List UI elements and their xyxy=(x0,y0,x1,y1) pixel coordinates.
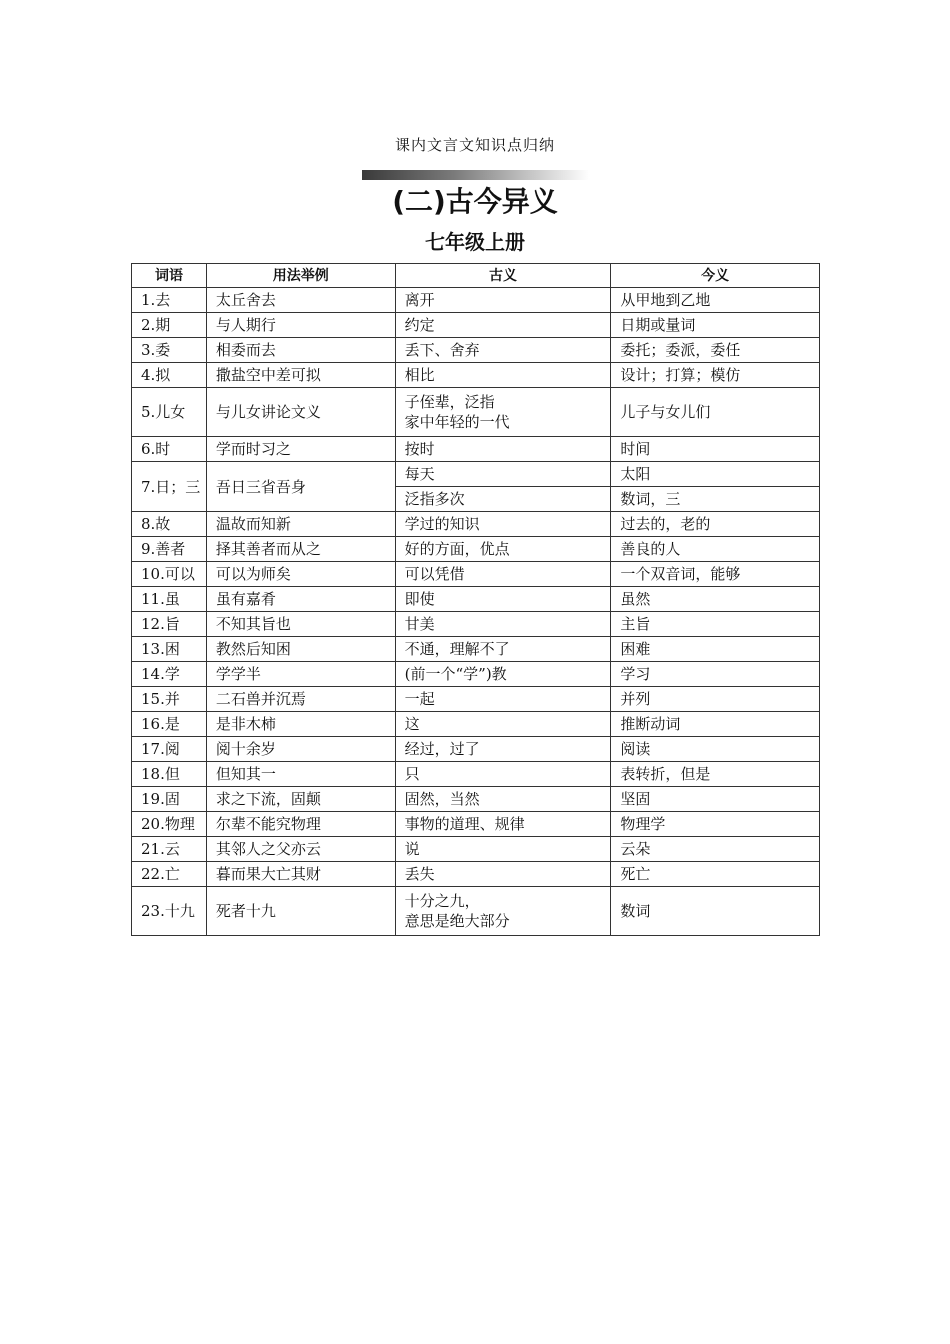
cell-ancient: 不通，理解不了 xyxy=(395,637,611,662)
cell-modern: 云朵 xyxy=(611,837,820,862)
cell-word: 2.期 xyxy=(132,313,207,338)
cell-modern: 委托；委派，委任 xyxy=(611,338,820,363)
cell-ancient: 事物的道理、规律 xyxy=(395,812,611,837)
cell-modern: 善良的人 xyxy=(611,537,820,562)
cell-ancient: (前一个“学”)教 xyxy=(395,662,611,687)
column-header-ancient: 古义 xyxy=(395,264,611,288)
table-row xyxy=(132,612,820,637)
cell-example: 相委而去 xyxy=(206,338,395,363)
cell-ancient: 丢下、舍弃 xyxy=(395,338,611,363)
table-body xyxy=(132,288,820,936)
cell-ancient xyxy=(395,887,611,936)
cell-example: 虽有嘉肴 xyxy=(206,587,395,612)
cell-modern: 时间 xyxy=(611,437,820,462)
cell-modern: 设计；打算；模仿 xyxy=(611,363,820,388)
cell-ancient: 离开 xyxy=(395,288,611,313)
cell-word: 8.故 xyxy=(132,512,207,537)
cell-modern: 数词，三 xyxy=(611,487,820,512)
cell-word: 6.时 xyxy=(132,437,207,462)
cell-example: 太丘舍去 xyxy=(206,288,395,313)
document-header: 课内文言文知识点归纳 xyxy=(394,136,555,154)
table-row xyxy=(132,812,820,837)
cell-ancient: 可以凭借 xyxy=(395,562,611,587)
cell-word: 1.去 xyxy=(132,288,207,313)
cell-modern: 推断动词 xyxy=(611,712,820,737)
cell-ancient xyxy=(395,388,611,437)
cell-example: 可以为师矣 xyxy=(206,562,395,587)
cell-modern: 从甲地到乙地 xyxy=(611,288,820,313)
cell-example: 吾日三省吾身 xyxy=(206,462,395,512)
cell-example: 暮而果大亡其财 xyxy=(206,862,395,887)
vocabulary-table xyxy=(131,263,820,936)
column-header-example: 用法举例 xyxy=(206,264,395,288)
cell-word: 23.十九 xyxy=(132,887,207,936)
cell-ancient: 经过，过了 xyxy=(395,737,611,762)
cell-word: 20.物理 xyxy=(132,812,207,837)
cell-modern: 表转折，但是 xyxy=(611,762,820,787)
cell-modern: 数词 xyxy=(611,887,820,936)
cell-ancient: 一起 xyxy=(395,687,611,712)
cell-ancient: 学过的知识 xyxy=(395,512,611,537)
cell-ancient: 相比 xyxy=(395,363,611,388)
cell-word: 16.是 xyxy=(132,712,207,737)
table-row xyxy=(132,787,820,812)
cell-word: 14.学 xyxy=(132,662,207,687)
cell-example: 阅十余岁 xyxy=(206,737,395,762)
cell-modern: 日期或量词 xyxy=(611,313,820,338)
decorative-gradient-bar xyxy=(362,170,590,180)
cell-word: 15.并 xyxy=(132,687,207,712)
cell-ancient: 固然，当然 xyxy=(395,787,611,812)
table-row xyxy=(132,762,820,787)
cell-example: 温故而知新 xyxy=(206,512,395,537)
table-row xyxy=(132,712,820,737)
cell-modern: 学习 xyxy=(611,662,820,687)
cell-example: 与人期行 xyxy=(206,313,395,338)
cell-modern: 儿子与女儿们 xyxy=(611,388,820,437)
table-row xyxy=(132,662,820,687)
cell-ancient: 只 xyxy=(395,762,611,787)
cell-modern: 坚固 xyxy=(611,787,820,812)
cell-modern: 一个双音词，能够 xyxy=(611,562,820,587)
table-header-row xyxy=(132,264,820,288)
cell-ancient: 甘美 xyxy=(395,612,611,637)
table-row xyxy=(132,512,820,537)
cell-word: 3.委 xyxy=(132,338,207,363)
table-row xyxy=(132,288,820,313)
cell-modern: 死亡 xyxy=(611,862,820,887)
cell-modern: 阅读 xyxy=(611,737,820,762)
table-row xyxy=(132,437,820,462)
cell-example: 是非木柿 xyxy=(206,712,395,737)
cell-example: 撒盐空中差可拟 xyxy=(206,363,395,388)
cell-example: 学而时习之 xyxy=(206,437,395,462)
cell-word: 19.固 xyxy=(132,787,207,812)
cell-modern: 困难 xyxy=(611,637,820,662)
column-header-word: 词语 xyxy=(132,264,207,288)
table-row xyxy=(132,338,820,363)
table-row xyxy=(132,687,820,712)
cell-example: 不知其旨也 xyxy=(206,612,395,637)
cell-ancient: 即使 xyxy=(395,587,611,612)
cell-ancient: 按时 xyxy=(395,437,611,462)
table-row xyxy=(132,737,820,762)
table-row xyxy=(132,537,820,562)
table-row xyxy=(132,462,820,487)
cell-example: 求之下流，固颠 xyxy=(206,787,395,812)
cell-example: 学学半 xyxy=(206,662,395,687)
column-header-modern: 今义 xyxy=(611,264,820,288)
cell-example: 尔辈不能究物理 xyxy=(206,812,395,837)
cell-word: 4.拟 xyxy=(132,363,207,388)
cell-modern: 并列 xyxy=(611,687,820,712)
section-title: (二)古今异义 xyxy=(392,185,558,218)
cell-word: 10.可以 xyxy=(132,562,207,587)
cell-ancient: 丢失 xyxy=(395,862,611,887)
cell-example: 二石兽并沉焉 xyxy=(206,687,395,712)
cell-ancient: 泛指多次 xyxy=(395,487,611,512)
table-row xyxy=(132,313,820,338)
cell-modern: 过去的，老的 xyxy=(611,512,820,537)
cell-word: 11.虽 xyxy=(132,587,207,612)
cell-ancient: 说 xyxy=(395,837,611,862)
cell-word: 18.但 xyxy=(132,762,207,787)
cell-word: 17.阅 xyxy=(132,737,207,762)
cell-word: 5.儿女 xyxy=(132,388,207,437)
cell-example: 与儿女讲论文义 xyxy=(206,388,395,437)
table-row xyxy=(132,887,820,936)
table-row xyxy=(132,862,820,887)
cell-word: 22.亡 xyxy=(132,862,207,887)
cell-example: 其邻人之父亦云 xyxy=(206,837,395,862)
cell-word: 12.旨 xyxy=(132,612,207,637)
cell-modern: 物理学 xyxy=(611,812,820,837)
table-row xyxy=(132,837,820,862)
table-row xyxy=(132,587,820,612)
cell-ancient-line: 意思是绝大部分 xyxy=(404,912,510,930)
cell-word: 9.善者 xyxy=(132,537,207,562)
cell-word: 7.日；三 xyxy=(132,462,207,512)
cell-example: 死者十九 xyxy=(206,887,395,936)
sub-title: 七年级上册 xyxy=(425,230,525,254)
table-row xyxy=(132,363,820,388)
cell-ancient-line: 十分之九， xyxy=(404,892,480,910)
cell-example: 但知其一 xyxy=(206,762,395,787)
table-row xyxy=(132,562,820,587)
cell-word: 13.困 xyxy=(132,637,207,662)
cell-modern: 主旨 xyxy=(611,612,820,637)
cell-ancient-line: 家中年轻的一代 xyxy=(404,413,510,431)
table-row xyxy=(132,637,820,662)
cell-example: 教然后知困 xyxy=(206,637,395,662)
cell-ancient: 这 xyxy=(395,712,611,737)
cell-ancient: 约定 xyxy=(395,313,611,338)
cell-word: 21.云 xyxy=(132,837,207,862)
cell-ancient: 每天 xyxy=(395,462,611,487)
cell-modern: 太阳 xyxy=(611,462,820,487)
cell-ancient: 好的方面，优点 xyxy=(395,537,611,562)
table-row xyxy=(132,388,820,437)
cell-ancient-line: 子侄辈，泛指 xyxy=(404,393,495,411)
cell-example: 择其善者而从之 xyxy=(206,537,395,562)
cell-modern: 虽然 xyxy=(611,587,820,612)
